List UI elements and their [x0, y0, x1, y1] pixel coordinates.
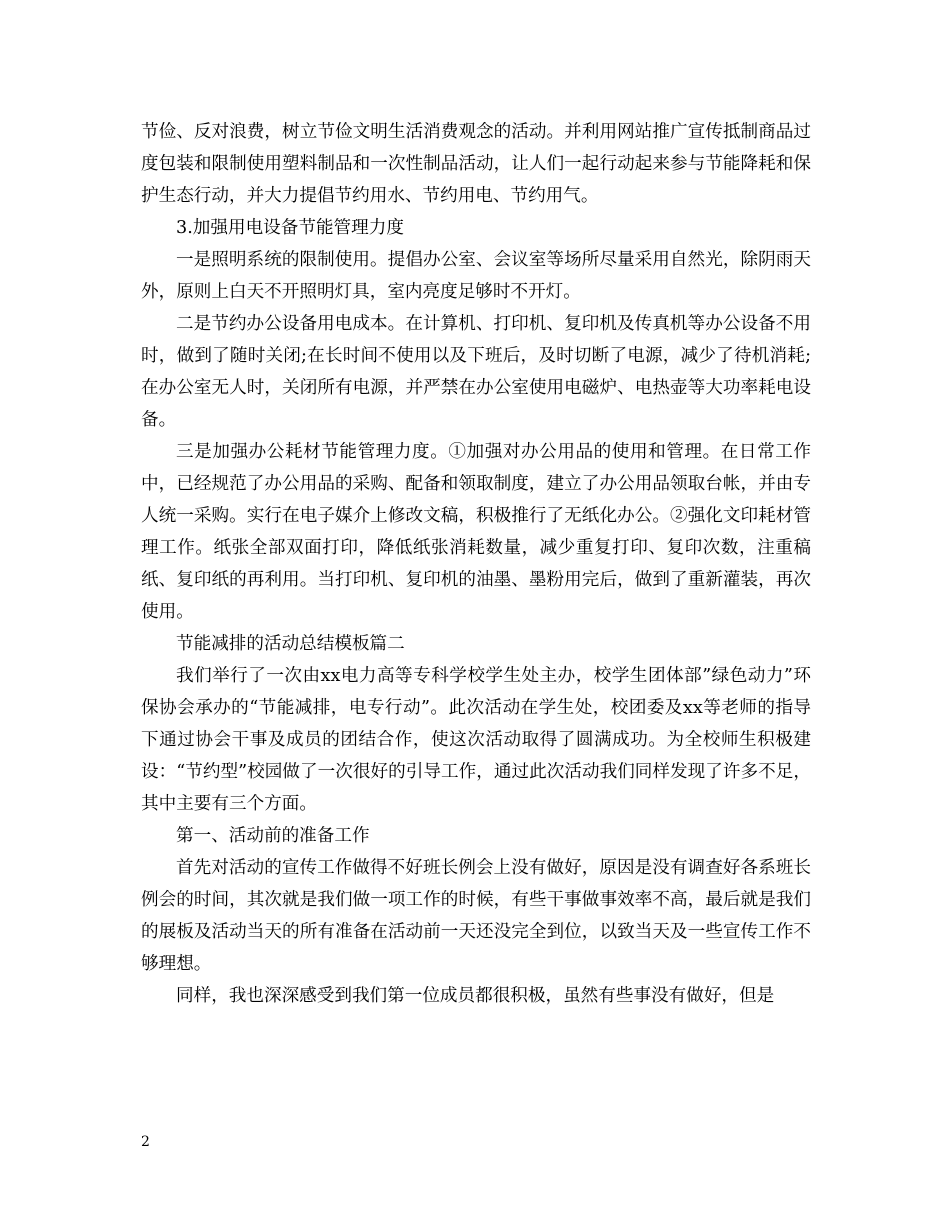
paragraph: 二是节约办公设备用电成本。在计算机、打印机、复印机及传真机等办公设备不用时，做到了随时关闭;在长时间不使用以及下班后，及时切断了电源，减少了待机消耗;在办公室无人时，关闭所有电源，并严禁在办公室使用电磁炉、电热壶等大功率耗电设备。	[141, 314, 811, 430]
paragraph: 一是照明系统的限制使用。提倡办公室、会议室等场所尽量采用自然光，除阴雨天外，原则上白天不开照明灯具，室内亮度足够时不开灯。	[141, 250, 811, 302]
paragraph: 我们举行了一次由xx电力高等专科学校学生处主办，校学生团体部”绿色动力”环保协会承办的“节能减排，电专行动”。此次活动在学生处，校团委及xx等老师的指导下通过协会干事及成员的团结合作，使这次活动取得了圆满成功。为全校师生积极建设：“节约型”校园做了一次很好的引导工作，通过此次活动我们同样发现了许多不足，其中主要有三个方面。	[141, 666, 811, 814]
paragraph: 首先对活动的宣传工作做得不好班长例会上没有做好，原因是没有调查好各系班长例会的时间，其次就是我们做一项工作的时候，有些干事做事效率不高，最后就是我们的展板及活动当天的所有准备在活动前一天还没完全到位，以致当天及一些宣传工作不够理想。	[141, 858, 811, 974]
paragraph: 三是加强办公耗材节能管理力度。①加强对办公用品的使用和管理。在日常工作中，已经规范了办公用品的采购、配备和领取制度，建立了办公用品领取台帐，并由专人统一采购。实行在电子媒介上修改文稿，积极推行了无纸化办公。②强化文印耗材管理工作。纸张全部双面打印，降低纸张消耗数量，减少重复打印、复印次数，注重稿纸、复印纸的再利用。当打印机、复印机的油墨、墨粉用完后，做到了重新灌装，再次使用。	[141, 442, 811, 622]
paragraph: 同样，我也深深感受到我们第一位成员都很积极，虽然有些事没有做好，但是	[176, 986, 775, 1006]
page-number: 2	[141, 1134, 150, 1150]
document-body	[141, 116, 811, 1012]
section-heading: 节能减排的活动总结模板篇二	[176, 634, 405, 654]
section-heading: 第一、活动前的准备工作	[176, 826, 370, 846]
section-heading: 3.加强用电设备节能管理力度	[176, 218, 404, 238]
paragraph: 节俭、反对浪费，树立节俭文明生活消费观念的活动。并利用网站推广宣传抵制商品过度包装和限制使用塑料制品和一次性制品活动，让人们一起行动起来参与节能降耗和保护生态行动，并大力提倡节约用水、节约用电、节约用气。	[141, 122, 811, 206]
